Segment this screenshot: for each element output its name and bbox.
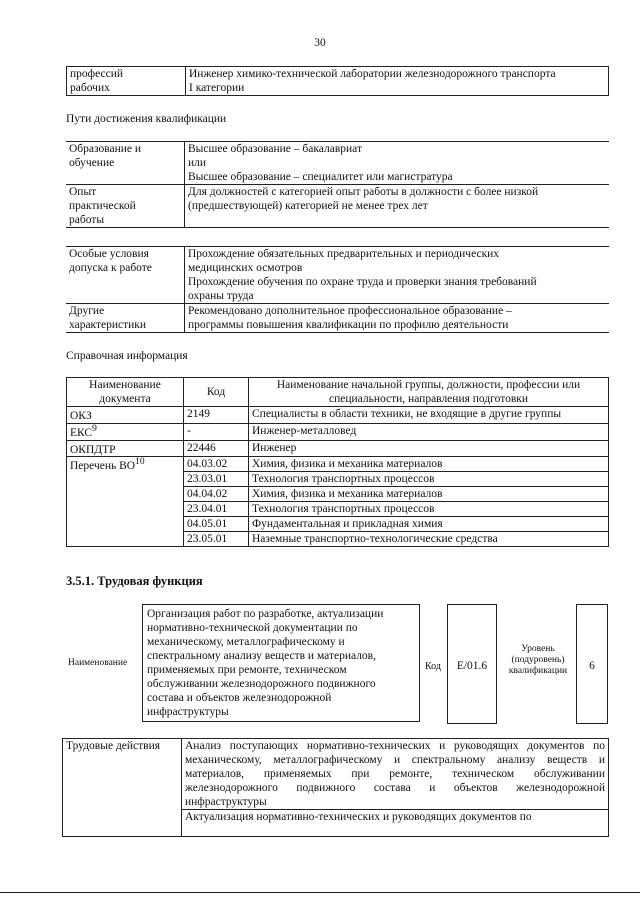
ref-name-cell: Фундаментальная и прикладная химия	[249, 517, 609, 532]
conditions-value: Прохождение обязательных предварительных и периодических медицинских осмотров Прохождение обучения по охране труда и проверки знания требований охраны труда	[185, 247, 610, 304]
ref-name-cell: Химия, физика и механика материалов	[249, 487, 609, 502]
ref-code-cell: 23.05.01	[184, 532, 249, 547]
ref-name-cell: Химия, физика и механика материалов	[249, 457, 609, 472]
profession-table	[66, 66, 609, 96]
paths-heading: Пути достижения квалификации	[66, 113, 227, 125]
code-value-box	[447, 604, 497, 724]
table-row	[66, 247, 609, 304]
ref-code-cell: 23.04.01	[184, 502, 249, 517]
ref-code-cell: 2149	[184, 407, 249, 424]
table-row	[67, 423, 609, 440]
ref-code-cell: 04.04.02	[184, 487, 249, 502]
ref-name-cell: Технология транспортных процессов	[249, 502, 609, 517]
actions-table	[62, 738, 609, 837]
education-table	[66, 141, 609, 228]
ref-code-cell: 04.05.01	[184, 517, 249, 532]
ref-doc-cell: ОКПДТР	[67, 440, 184, 457]
ref-name-cell: Технология транспортных процессов	[249, 472, 609, 487]
education-value: Высшее образование – бакалавриат или Высшее образование – специалитет или магистратура	[185, 142, 610, 185]
level-label: Уровень (подуровень) квалификации	[508, 644, 568, 676]
table-row	[67, 457, 609, 472]
reference-heading: Справочная информация	[66, 350, 188, 362]
ref-doc-cell: Перечень ВО$^{10}$	[67, 457, 184, 547]
header-code: Код	[184, 378, 249, 407]
profession-value: Инженер химико-технической лаборатории железнодорожного транспорта I категории	[186, 67, 609, 96]
page-bottom-border	[0, 892, 640, 893]
level-value-box	[576, 604, 608, 724]
ref-code-cell: -	[184, 423, 249, 440]
page-number: 30	[314, 37, 326, 49]
ref-name-cell: Инженер-металловед	[249, 423, 609, 440]
table-row	[67, 440, 609, 457]
table-header-row	[67, 378, 609, 407]
ref-code-cell: 04.03.02	[184, 457, 249, 472]
ref-code-cell: 22446	[184, 440, 249, 457]
ref-doc-cell: ЕКС$^9$	[67, 423, 184, 440]
code-value: E/01.6	[456, 660, 488, 672]
reference-table	[66, 377, 609, 547]
ref-name-cell: Наземные транспортно-технологические средства	[249, 532, 609, 547]
experience-label: Опыт практической работы	[66, 185, 185, 228]
code-label: Код	[425, 661, 441, 672]
action-item: Актуализация нормативно-технических и руководящих документов по	[182, 810, 609, 837]
conditions-table	[66, 246, 609, 333]
table-row	[63, 739, 609, 810]
other-value: Рекомендовано дополнительное профессиональное образование – программы повышения квалификации по профилю деятельности	[185, 304, 610, 333]
actions-label: Трудовые действия	[63, 739, 182, 837]
profession-label: профессий рабочих	[67, 67, 186, 96]
action-item: Анализ поступающих нормативно-технических и руководящих документов по механическому, металлографическому и спектральному анализу веществ и материалов, применяемых при ремонте, техническом обслуживании железнодорожного подвижного состава и объектов железнодорожной инфраструктуры	[182, 739, 609, 810]
table-row	[66, 185, 609, 228]
table-row	[66, 304, 609, 333]
level-value: 6	[589, 660, 595, 672]
education-label: Образование и обучение	[66, 142, 185, 185]
name-label: Наименование	[68, 658, 128, 668]
other-label: Другие характеристики	[66, 304, 185, 333]
section-heading: 3.5.1. Трудовая функция	[66, 574, 203, 588]
conditions-label: Особые условия допуска к работе	[66, 247, 185, 304]
header-name: Наименование начальной группы, должности, профессии или специальности, направления подготовки	[249, 378, 609, 407]
table-row	[67, 407, 609, 424]
ref-name-cell: Инженер	[249, 440, 609, 457]
ref-doc-cell: ОКЗ	[67, 407, 184, 424]
ref-code-cell: 23.03.01	[184, 472, 249, 487]
experience-value: Для должностей с категорией опыт работы в должности с более низкой (предшествующей) категорией не менее трех лет	[185, 185, 610, 228]
function-name-box: Организация работ по разработке, актуализации нормативно-технической документации по механическому, металлографическому и спектральному анализу веществ и материалов, применяемых при ремонте, техническом обслуживании железнодорожного подвижного состава и объектов железнодорожной инфраструктуры	[142, 604, 420, 722]
table-row	[66, 142, 609, 185]
header-document: Наименование документа	[67, 378, 184, 407]
ref-name-cell: Специалисты в области техники, не входящие в другие группы	[249, 407, 609, 424]
